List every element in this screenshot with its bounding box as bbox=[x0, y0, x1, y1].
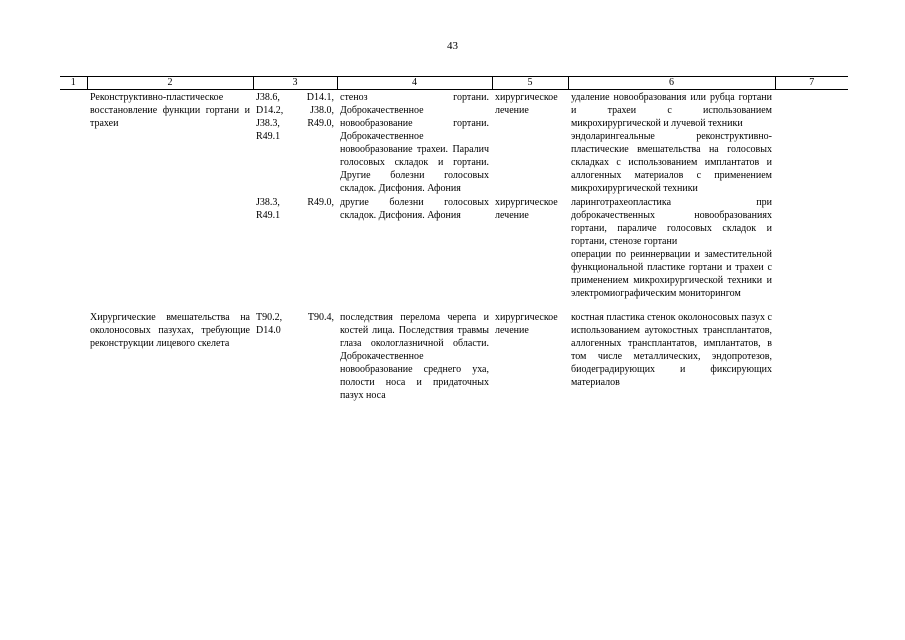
cell-treatment-methods bbox=[568, 195, 775, 300]
column-header-4: 4 bbox=[337, 77, 492, 90]
cell-icd-codes-left: J38.3, R49.1 bbox=[256, 197, 281, 221]
column-header-5: 5 bbox=[492, 77, 568, 90]
cell-icd-codes-right: T90.4, bbox=[307, 312, 334, 323]
treatment-method: ларинготрахеопластика при доброкачественных новообразованиях гортани, параличе голосовых складок и гортани, стенозе гортани bbox=[571, 197, 772, 247]
treatment-method: операции по реиннервации и заместительной функциональной пластике гортани и трахеи с применением микрохирургической техники и электромиографическим мониторингом bbox=[571, 249, 772, 299]
cell-number bbox=[60, 90, 87, 196]
cell-icd-codes-right: R49.0, bbox=[307, 197, 334, 208]
column-number-header-row bbox=[60, 77, 848, 90]
cell-diagnosis: стеноз гортани. Доброкачественное новообразование гортани. Доброкачественное новообразование трахеи. Паралич голосовых складок и гортани. Другие болезни голосовых складок. Дисфония. Афония bbox=[340, 92, 489, 194]
cell-treatment-type: хирургическое лечение bbox=[495, 197, 558, 221]
cell-icd-codes-left: T90.2, D14.0 bbox=[256, 312, 283, 336]
cell-treatment-type: хирургическое лечение bbox=[495, 312, 558, 336]
cell-extra bbox=[775, 195, 848, 300]
cell-number bbox=[60, 195, 87, 300]
cell-treatment-methods bbox=[568, 90, 775, 196]
cell-icd-codes-right: D14.1, J38.0, R49.0, bbox=[306, 92, 334, 129]
cell-icd-codes-left: J38.6, D14.2, J38.3, R49.1 bbox=[256, 92, 284, 142]
procedures-table bbox=[60, 76, 848, 402]
cell-procedure-group: Реконструктивно-пластическое восстановление функции гортани и трахеи bbox=[90, 92, 250, 129]
cell-diagnosis: другие болезни голосовых складок. Дисфония. Афония bbox=[340, 197, 489, 221]
cell-procedure-group: Хирургические вмешательства на околоносовых пазухах, требующие реконструкции лицевого скелета bbox=[90, 312, 250, 349]
cell-number bbox=[60, 300, 87, 402]
cell-extra bbox=[775, 90, 848, 196]
column-header-1: 1 bbox=[60, 77, 87, 90]
cell-procedure-group bbox=[87, 195, 253, 300]
column-header-3: 3 bbox=[253, 77, 337, 90]
column-header-7: 7 bbox=[775, 77, 848, 90]
page-number: 43 bbox=[447, 40, 458, 52]
table-row bbox=[60, 300, 848, 402]
cell-treatment-methods bbox=[568, 300, 775, 402]
column-header-6: 6 bbox=[568, 77, 775, 90]
treatment-method: удаление новообразования или рубца гортани и трахеи с использованием микрохирургической и лучевой техники bbox=[571, 92, 772, 129]
treatment-method: эндоларингеальные реконструктивно-пластические вмешательства на голосовых складках с использованием имплантатов и аллогенных материалов с применением микрохирургической техники bbox=[571, 131, 772, 194]
cell-extra bbox=[775, 300, 848, 402]
cell-diagnosis: последствия перелома черепа и костей лица. Последствия травмы глаза окологлазничной области. Доброкачественное новообразование среднего уха, полости носа и придаточных пазух носа bbox=[340, 312, 489, 401]
treatment-method: костная пластика стенок околоносовых пазух с использованием аутокостных трансплантатов, аллогенных трансплантатов, имплантатов, в том числе металлических, эндопротезов, биодеградирующих и фиксирующих материалов bbox=[571, 312, 772, 388]
table-row bbox=[60, 195, 848, 300]
column-header-2: 2 bbox=[87, 77, 253, 90]
table-row bbox=[60, 90, 848, 196]
cell-treatment-type: хирургическое лечение bbox=[495, 92, 558, 116]
